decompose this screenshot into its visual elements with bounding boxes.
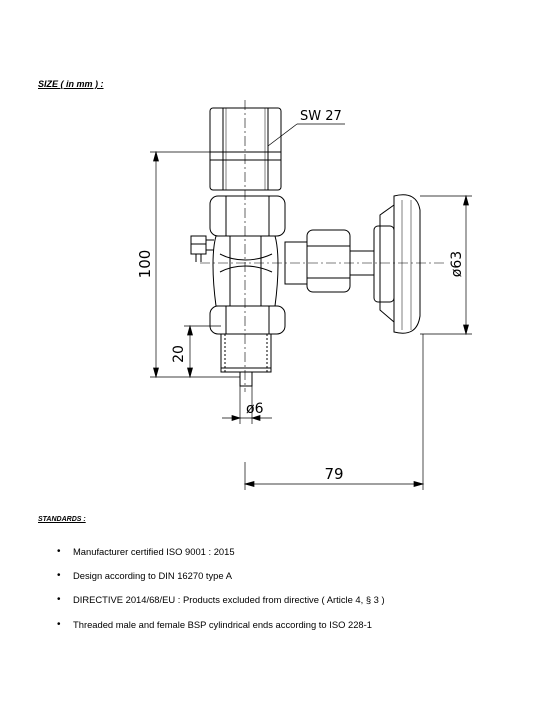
- upper-body-hex: [210, 196, 285, 236]
- bleed-screw: [191, 236, 214, 262]
- list-item: • DIRECTIVE 2014/68/EU : Products excluded from directive ( Article 4, § 3 ): [38, 588, 385, 612]
- standards-list: [38, 540, 385, 637]
- overall-width-label: 79: [324, 465, 344, 483]
- standards-heading: STANDARDS :: [38, 516, 86, 523]
- wrench-size-label: SW 27: [300, 109, 342, 124]
- top-union-nut: [210, 108, 281, 190]
- list-item: • Threaded male and female BSP cylindrical ends according to ISO 228-1: [38, 613, 385, 637]
- list-item: • Manufacturer certified ISO 9001 : 2015: [38, 540, 385, 564]
- lower-body-hex: [210, 306, 285, 334]
- sw27-leader: [268, 124, 345, 146]
- handwheel-diameter-label: ø63: [449, 250, 465, 278]
- valve-body: [213, 236, 278, 306]
- size-heading: SIZE ( in mm ) :: [38, 79, 104, 89]
- bore-diameter-label: ø6: [246, 401, 264, 417]
- male-thread: [221, 334, 271, 386]
- list-item: • Design according to DIN 16270 type A: [38, 564, 385, 588]
- thread-length-label: 20: [171, 345, 187, 363]
- height-dimension: [150, 152, 240, 377]
- bonnet: [285, 230, 374, 292]
- handwheel: [374, 195, 420, 333]
- height-label: 100: [136, 249, 154, 279]
